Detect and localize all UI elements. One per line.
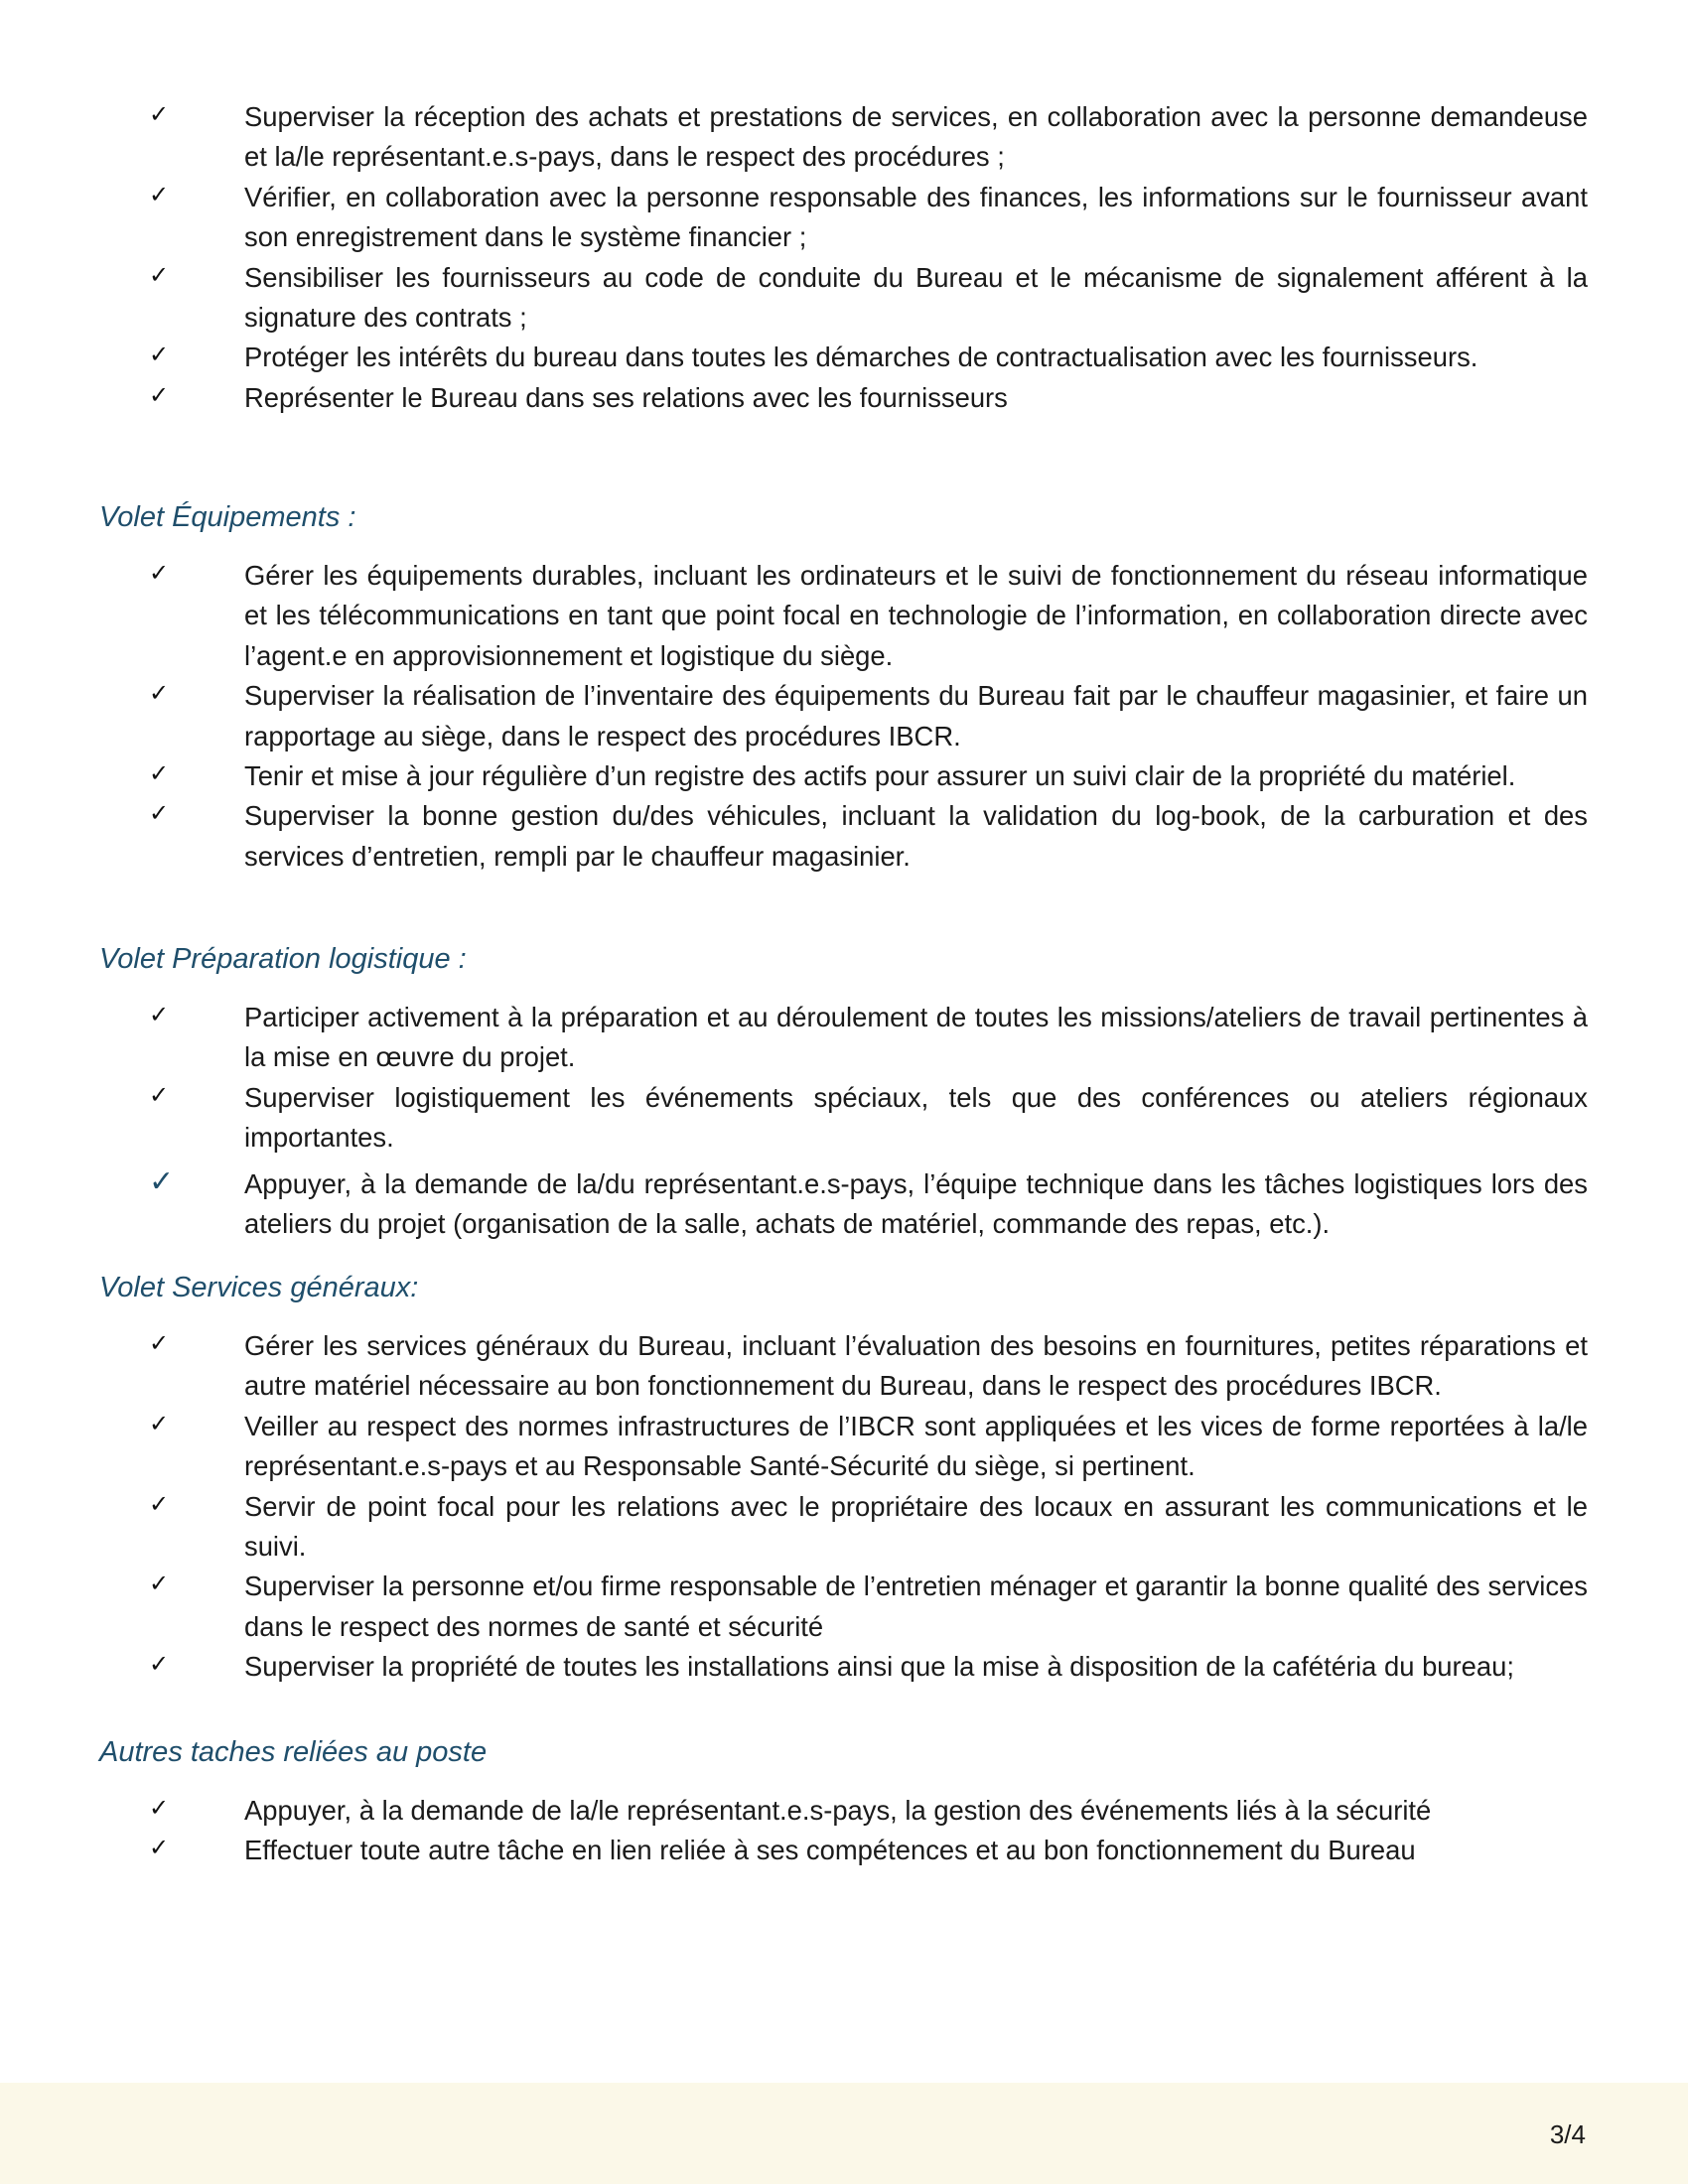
list-item [0,676,1688,756]
list-item [0,1567,1688,1647]
list-item [0,1487,1688,1568]
checkmark-icon: ✓ [149,1650,170,1679]
checkmark-icon: ✓ [149,679,170,708]
list-item [0,796,1688,877]
checkmark-icon: ✓ [149,1001,170,1028]
checkmark-icon: ✓ [149,559,170,587]
checkmark-icon: ✓ [149,1329,170,1357]
checkmark-icon: ✓ [149,341,170,369]
list-item [0,1647,1688,1687]
checkmark-icon: ✓ [149,100,170,128]
procurement-task-list [0,97,1688,418]
page-number: 3/4 [1549,2119,1586,2149]
checkmark-icon: ✓ [149,1834,170,1862]
list-item-text: Gérer les équipements durables, incluant les ordinateurs et le suivi de fonctionnement du réseau informatique et les télécommunications en tant que point focal en technologie de l’information, en collaboration directe avec l’agent.e en approvisionnement et logistique du siège. [244,560,1588,671]
section-heading-equipements: Volet Équipements : [99,501,356,533]
autres-taches-task-list [0,1791,1688,1871]
list-item-text: Superviser logistiquement les événements spéciaux, tels que des conférences ou ateliers régionaux importantes. [244,1081,1588,1154]
section-heading-autres-taches: Autres taches reliées au poste [99,1736,488,1768]
list-item [0,1078,1688,1159]
checkmark-icon: ✓ [149,759,170,788]
list-item-text: Effectuer toute autre tâche en lien reliée à ses compétences et au bon fonctionnement du Bureau [244,1835,1416,1866]
list-item-text: Superviser la propriété de toutes les installations ainsi que la mise à disposition de la cafétéria du bureau; [244,1651,1514,1683]
list-item-text: Participer activement à la préparation et au déroulement de toutes les missions/ateliers de travail pertinentes à la mise en œuvre du projet. [244,1002,1588,1073]
list-item [0,1407,1688,1487]
page-footer [0,2083,1688,2184]
services-generaux-task-list [0,1326,1688,1688]
checkmark-icon: ✓ [149,1489,170,1518]
list-item-text: Tenir et mise à jour régulière d’un registre des actifs pour assurer un suivi clair de la propriété du matériel. [244,760,1516,792]
section-heading-services-generaux: Volet Services généraux: [99,1272,419,1303]
list-item [0,258,1688,339]
list-item-text: Représenter le Bureau dans ses relations avec les fournisseurs [244,381,1008,413]
section-heading-preparation-logistique: Volet Préparation logistique : [99,943,467,975]
list-item-text: Superviser la réalisation de l’inventaire des équipements du Bureau fait par le chauffeur magasinier, et faire un rapportage au siège, dans le respect des procédures IBCR. [244,680,1588,751]
list-item [0,556,1688,676]
list-item-text: Appuyer, à la demande de la/du représentant.e.s-pays, l’équipe technique dans les tâches logistiques lors des ateliers du projet (organisation de la salle, achats de matériel, commande des repas, etc.). [244,1167,1588,1240]
list-item [0,378,1688,418]
equipements-task-list [0,556,1688,877]
checkmark-icon: ✓ [149,1163,175,1199]
list-item-text: Sensibiliser les fournisseurs au code de conduite du Bureau et le mécanisme de signalement afférent à la signature des contrats ; [244,261,1588,334]
list-item-text: Servir de point focal pour les relations avec le propriétaire des locaux en assurant les communications et le suivi. [244,1490,1588,1563]
list-item-text: Appuyer, à la demande de la/le représentant.e.s-pays, la gestion des événements liés à la sécurité [244,1795,1432,1826]
checkmark-icon: ✓ [149,380,170,409]
checkmark-icon: ✓ [149,799,170,828]
checkmark-icon: ✓ [149,1409,170,1437]
preparation-logistique-task-list [0,998,1688,1244]
list-item [0,998,1688,1078]
list-item-text: Gérer les services généraux du Bureau, incluant l’évaluation des besoins en fournitures, petites réparations et autre matériel nécessaire au bon fonctionnement du Bureau, dans le respect des procédures IBCR. [244,1330,1588,1402]
checkmark-icon: ✓ [149,180,170,208]
checkmark-icon: ✓ [149,1080,170,1109]
list-item [0,756,1688,796]
list-item [0,97,1688,178]
list-item [0,178,1688,258]
list-item-text: Protéger les intérêts du bureau dans toutes les démarches de contractualisation avec les fournisseurs. [244,341,1478,373]
checkmark-icon: ✓ [149,1570,170,1598]
checkmark-icon: ✓ [149,260,170,289]
list-item [0,338,1688,377]
list-item [0,1326,1688,1407]
list-item-text: Superviser la réception des achats et prestations de services, en collaboration avec la personne demandeuse et la/le représentant.e.s-pays, dans le respect des procédures ; [244,101,1588,173]
list-item [0,1164,1688,1245]
checkmark-icon: ✓ [149,1794,170,1822]
list-item-text: Superviser la bonne gestion du/des véhicules, incluant la validation du log-book, de la carburation et des services d’entretien, rempli par le chauffeur magasinier. [244,800,1588,872]
list-item [0,1791,1688,1831]
list-item-text: Veiller au respect des normes infrastructures de l’IBCR sont appliquées et les vices de forme reportées à la/le représentant.e.s-pays et au Responsable Santé-Sécurité du siège, si pertinent. [244,1410,1588,1482]
list-item-text: Superviser la personne et/ou firme responsable de l’entretien ménager et garantir la bonne qualité des services dans le respect des normes de santé et sécurité [244,1570,1588,1642]
list-item-text: Vérifier, en collaboration avec la personne responsable des finances, les informations sur le fournisseur avant son enregistrement dans le système financier ; [244,181,1588,253]
list-item [0,1831,1688,1870]
